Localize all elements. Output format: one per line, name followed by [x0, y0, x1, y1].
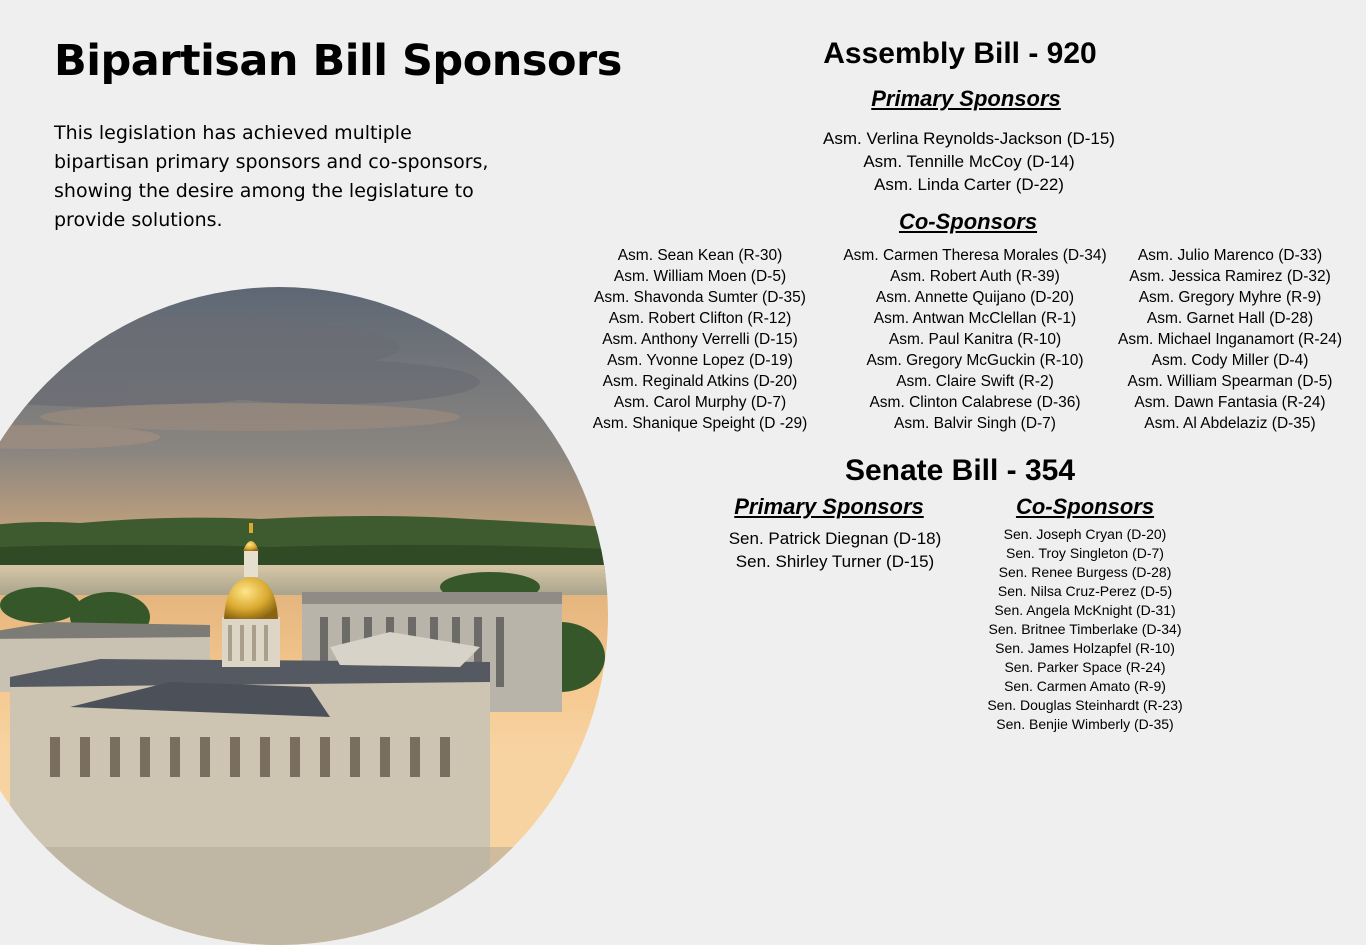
list-item: Asm. Balvir Singh (D-7)	[894, 415, 1056, 432]
list-item: Asm. Dawn Fantasia (R-24)	[1134, 394, 1326, 411]
list-item: Asm. Verlina Reynolds-Jackson (D-15)	[823, 129, 1115, 148]
list-item: Asm. Carol Murphy (D-7)	[613, 394, 787, 411]
senate-co-heading: Co-Sponsors	[1015, 494, 1155, 519]
senate-bill-title: Senate Bill - 354	[844, 454, 1076, 487]
list-item: Asm. Paul Kanitra (R-10)	[888, 331, 1062, 348]
assembly-co-column-1	[560, 245, 840, 434]
list-item: Sen. James Holzapfel (R-10)	[995, 640, 1175, 656]
list-item: Asm. Michael Inganamort (R-24)	[1118, 331, 1342, 348]
list-item: Asm. Yvonne Lopez (D-19)	[607, 352, 793, 369]
list-item: Asm. Claire Swift (R-2)	[896, 373, 1054, 390]
list-item: Asm. Gregory Myhre (R-9)	[1138, 289, 1322, 306]
list-item: Asm. Cody Miller (D-4)	[1151, 352, 1309, 369]
list-item: Asm. Clinton Calabrese (D-36)	[869, 394, 1081, 411]
list-item: Sen. Renee Burgess (D-28)	[998, 564, 1172, 580]
list-item: Sen. Shirley Turner (D-15)	[735, 552, 935, 571]
list-item: Asm. Sean Kean (R-30)	[617, 247, 783, 264]
list-item: Asm. Garnet Hall (D-28)	[1146, 310, 1314, 327]
list-item: Sen. Douglas Steinhardt (R-23)	[987, 697, 1183, 713]
list-item: Asm. Julio Marenco (D-33)	[1137, 247, 1323, 264]
assembly-primary-list	[769, 127, 1169, 196]
assembly-co-heading: Co-Sponsors	[898, 209, 1038, 234]
list-item: Sen. Britnee Timberlake (D-34)	[988, 621, 1182, 637]
senate-primary-heading: Primary Sponsors	[734, 494, 924, 519]
list-item: Asm. Shanique Speight (D -29)	[592, 415, 808, 432]
capitol-photo-graphic	[0, 287, 608, 945]
list-item: Asm. Gregory McGuckin (R-10)	[866, 352, 1084, 369]
list-item: Asm. Annette Quijano (D-20)	[875, 289, 1075, 306]
list-item: Asm. Linda Carter (D-22)	[874, 175, 1064, 194]
list-item: Asm. William Moen (D-5)	[613, 268, 787, 285]
list-item: Sen. Carmen Amato (R-9)	[1004, 678, 1166, 694]
list-item: Asm. Carmen Theresa Morales (D-34)	[843, 247, 1107, 264]
list-item: Asm. Tennille McCoy (D-14)	[863, 152, 1075, 171]
page-title: Bipartisan Bill Sponsors	[54, 36, 622, 86]
list-item: Sen. Nilsa Cruz-Perez (D-5)	[997, 583, 1173, 599]
list-item: Asm. Antwan McClellan (R-1)	[873, 310, 1077, 327]
list-item: Asm. Jessica Ramirez (D-32)	[1129, 268, 1331, 285]
assembly-co-column-2	[830, 245, 1120, 434]
list-item: Sen. Benjie Wimberly (D-35)	[996, 716, 1174, 732]
list-item: Asm. Al Abdelaziz (D-35)	[1144, 415, 1316, 432]
capitol-photo	[0, 287, 608, 945]
list-item: Asm. William Spearman (D-5)	[1127, 373, 1333, 390]
list-item: Sen. Parker Space (R-24)	[1004, 659, 1166, 675]
list-item: Sen. Angela McKnight (D-31)	[994, 602, 1176, 618]
list-item: Asm. Reginald Atkins (D-20)	[602, 373, 798, 390]
list-item: Asm. Shavonda Sumter (D-35)	[594, 289, 806, 306]
list-item: Sen. Troy Singleton (D-7)	[1006, 545, 1164, 561]
senate-primary-list	[699, 527, 971, 573]
assembly-primary-heading: Primary Sponsors	[871, 86, 1061, 111]
list-item: Asm. Anthony Verrelli (D-15)	[602, 331, 798, 348]
assembly-co-column-3	[1100, 245, 1360, 434]
list-item: Sen. Patrick Diegnan (D-18)	[728, 529, 942, 548]
senate-co-list	[960, 525, 1210, 734]
assembly-bill-title: Assembly Bill - 920	[823, 37, 1097, 70]
intro-text: This legislation has achieved multiple bipartisan primary sponsors and co-sponsors, showing the desire among the legislature to provide solutions.	[54, 122, 489, 231]
list-item: Asm. Robert Clifton (R-12)	[608, 310, 792, 327]
list-item: Sen. Joseph Cryan (D-20)	[1003, 526, 1167, 542]
list-item: Asm. Robert Auth (R-39)	[890, 268, 1060, 285]
